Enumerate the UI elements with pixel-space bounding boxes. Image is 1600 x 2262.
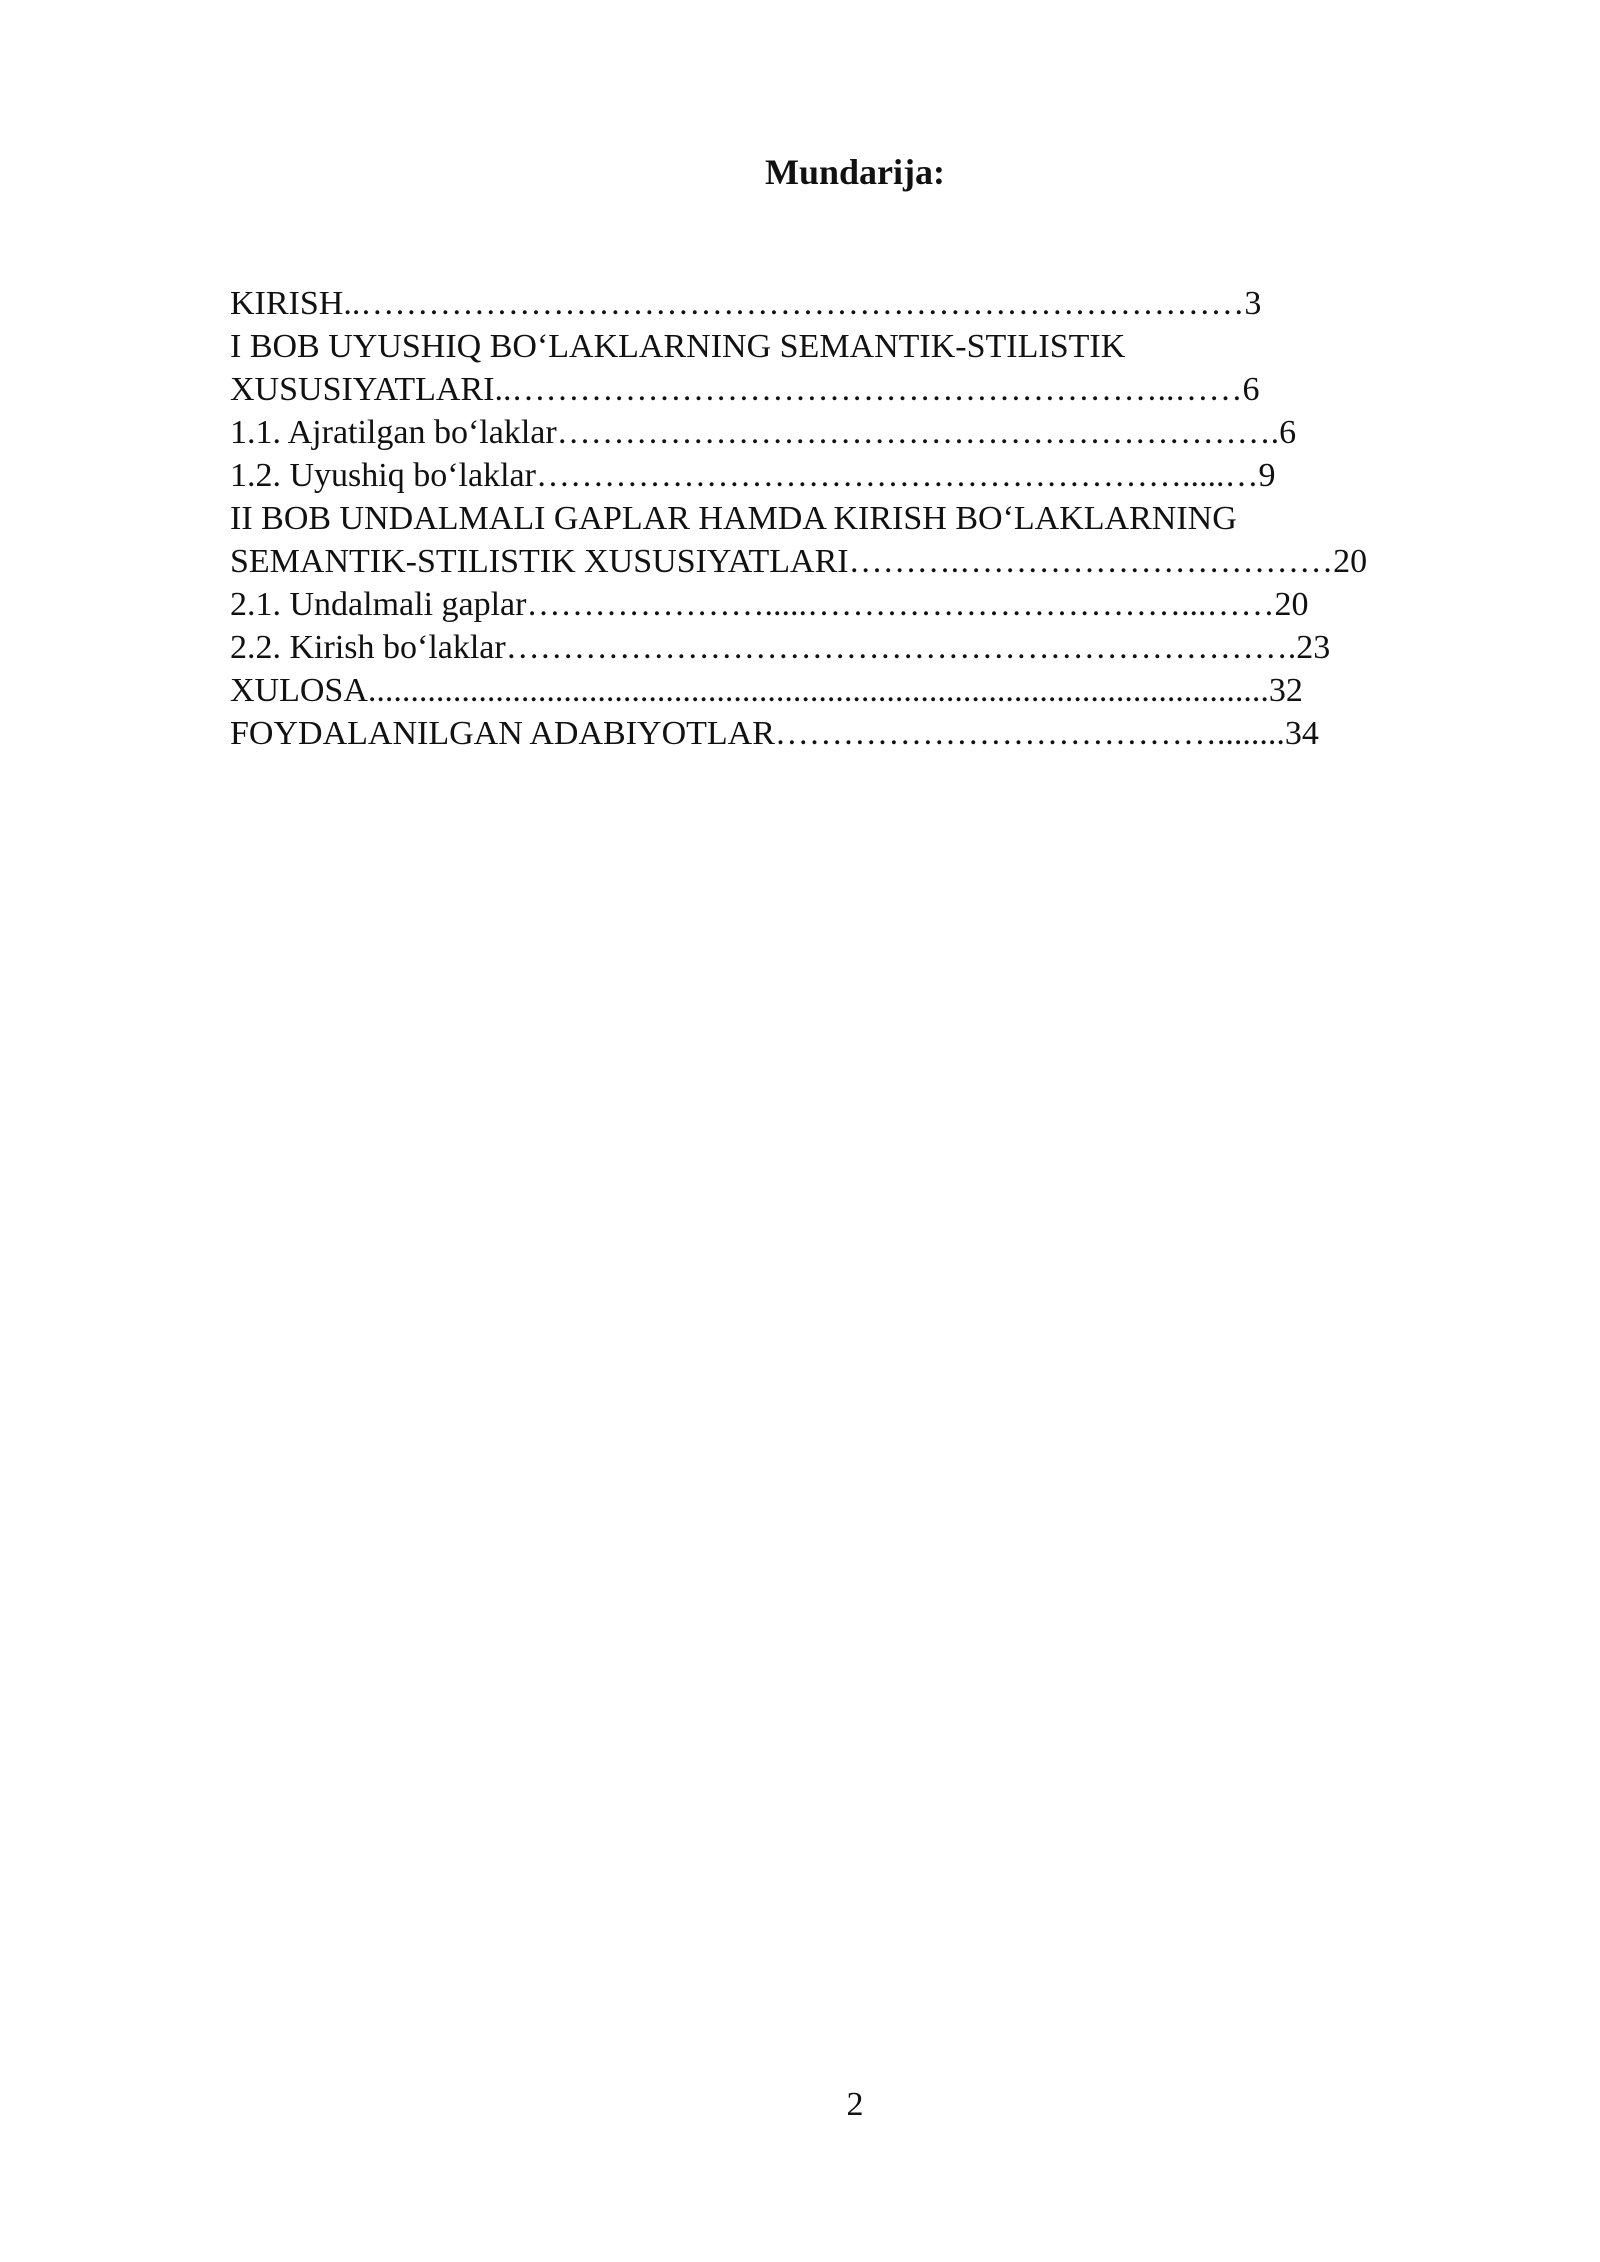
toc-entry-xulosa: XULOSA..........................................................................................................32 (230, 672, 1303, 709)
toc-entry-chapter-1-heading-cont: XUSUSIYATLARI..…………………………………………………..……6 (230, 371, 1260, 408)
toc-entry-adabiyotlar: FOYDALANILGAN ADABIYOTLAR…………………………………........34 (230, 715, 1319, 752)
toc-entry-chapter-2-heading-cont: SEMANTIK-STILISTIK XUSUSIYATLARI……….……………………………20 (230, 543, 1368, 580)
toc-entry-section-1-2: 1.2. Uyushiq bo‘laklar………………………………………………….....…9 (230, 457, 1276, 494)
toc-entry-section-2-1: 2.1. Undalmali gaplar………………….....……………………………...……20 (230, 586, 1309, 623)
toc-entry-chapter-1-heading: I BOB UYUSHIQ BO‘LAKLARNING SEMANTIK-STILISTIK (230, 328, 1126, 365)
toc-entry-kirish: KIRISH..……………………………………………………………………3 (230, 285, 1262, 322)
page-number: 2 (846, 2086, 864, 2123)
toc-entry-section-1-1: 1.1. Ajratilgan bo‘laklar……………………………………………………….6 (230, 414, 1297, 451)
toc-entry-section-2-2: 2.2. Kirish bo‘laklar…………………………………………………………….23 (230, 629, 1331, 666)
toc-entry-chapter-2-heading: II BOB UNDALMALI GAPLAR HAMDA KIRISH BO‘LAKLARNING (230, 500, 1237, 537)
table-of-contents (230, 282, 1490, 755)
page-title: Mundarija: (765, 152, 945, 192)
